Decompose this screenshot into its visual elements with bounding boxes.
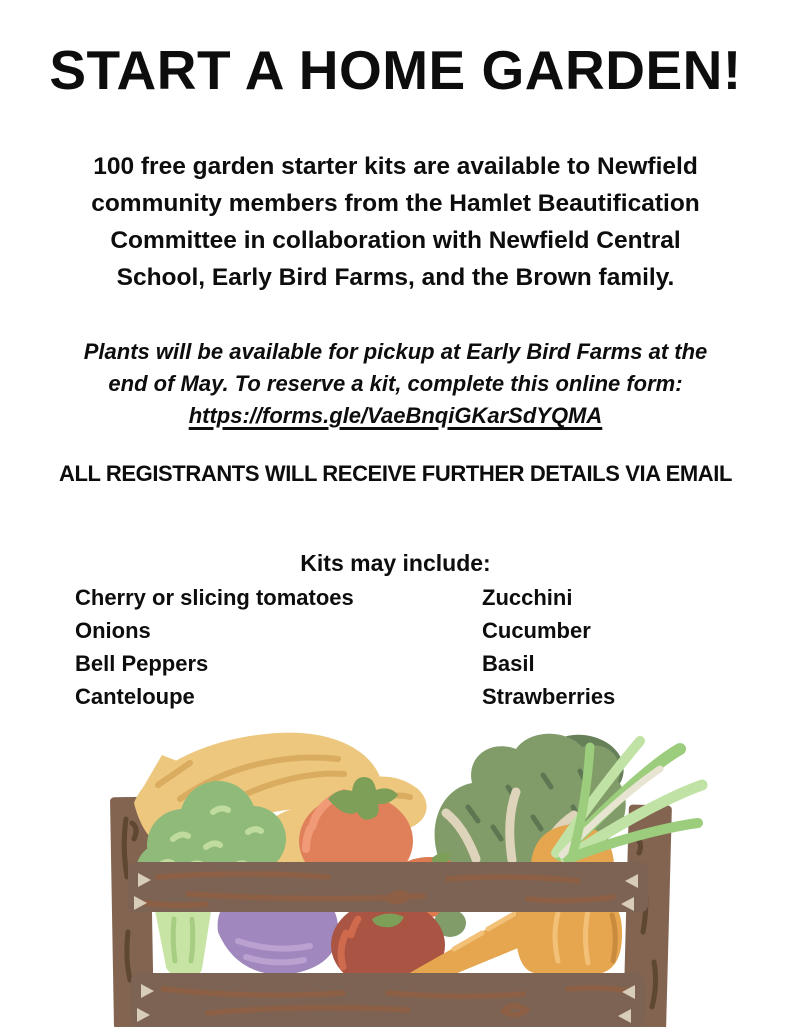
- kit-item-zucchini: Zucchini: [482, 585, 573, 610]
- kit-item-canteloupe: Canteloupe: [75, 684, 195, 709]
- crate-plank-bottom: [131, 973, 645, 1027]
- produce-crate-illustration: [88, 727, 708, 1027]
- kit-item-cucumber: Cucumber: [482, 618, 591, 643]
- pickup-paragraph: [0, 336, 791, 432]
- intro-line-3: Committee in collaboration with Newfield Central: [110, 227, 681, 254]
- kit-item-bell-peppers: Bell Peppers: [75, 651, 209, 676]
- signup-form-link[interactable]: https://forms.gle/VaeBnqiGKarSdYQMA: [188, 403, 603, 428]
- email-notice: ALL REGISTRANTS WILL RECEIVE FURTHER DETAILS VIA EMAIL: [58, 461, 733, 486]
- intro-line-1: 100 free garden starter kits are available to Newfield: [93, 153, 698, 180]
- intro-line-2: community members from the Hamlet Beautification: [91, 190, 700, 217]
- pickup-line-2: end of May. To reserve a kit, complete this online form:: [108, 371, 683, 396]
- kit-item-basil: Basil: [482, 651, 535, 676]
- intro-paragraph: [0, 148, 791, 296]
- kit-item-onions: Onions: [75, 618, 151, 643]
- kit-item-tomatoes: Cherry or slicing tomatoes: [75, 585, 354, 610]
- kits-heading: Kits may include:: [300, 550, 491, 576]
- crate-plank-top: [128, 862, 648, 912]
- page-title: START A HOME GARDEN!: [49, 39, 742, 101]
- pickup-line-1: Plants will be available for pickup at Early Bird Farms at the: [83, 339, 708, 364]
- kits-column-right: [482, 581, 615, 713]
- celery-stalk-illustration: [154, 905, 212, 977]
- kits-column-left: [75, 581, 354, 713]
- kit-item-strawberries: Strawberries: [482, 684, 616, 709]
- intro-line-4: School, Early Bird Farms, and the Brown family.: [116, 264, 675, 291]
